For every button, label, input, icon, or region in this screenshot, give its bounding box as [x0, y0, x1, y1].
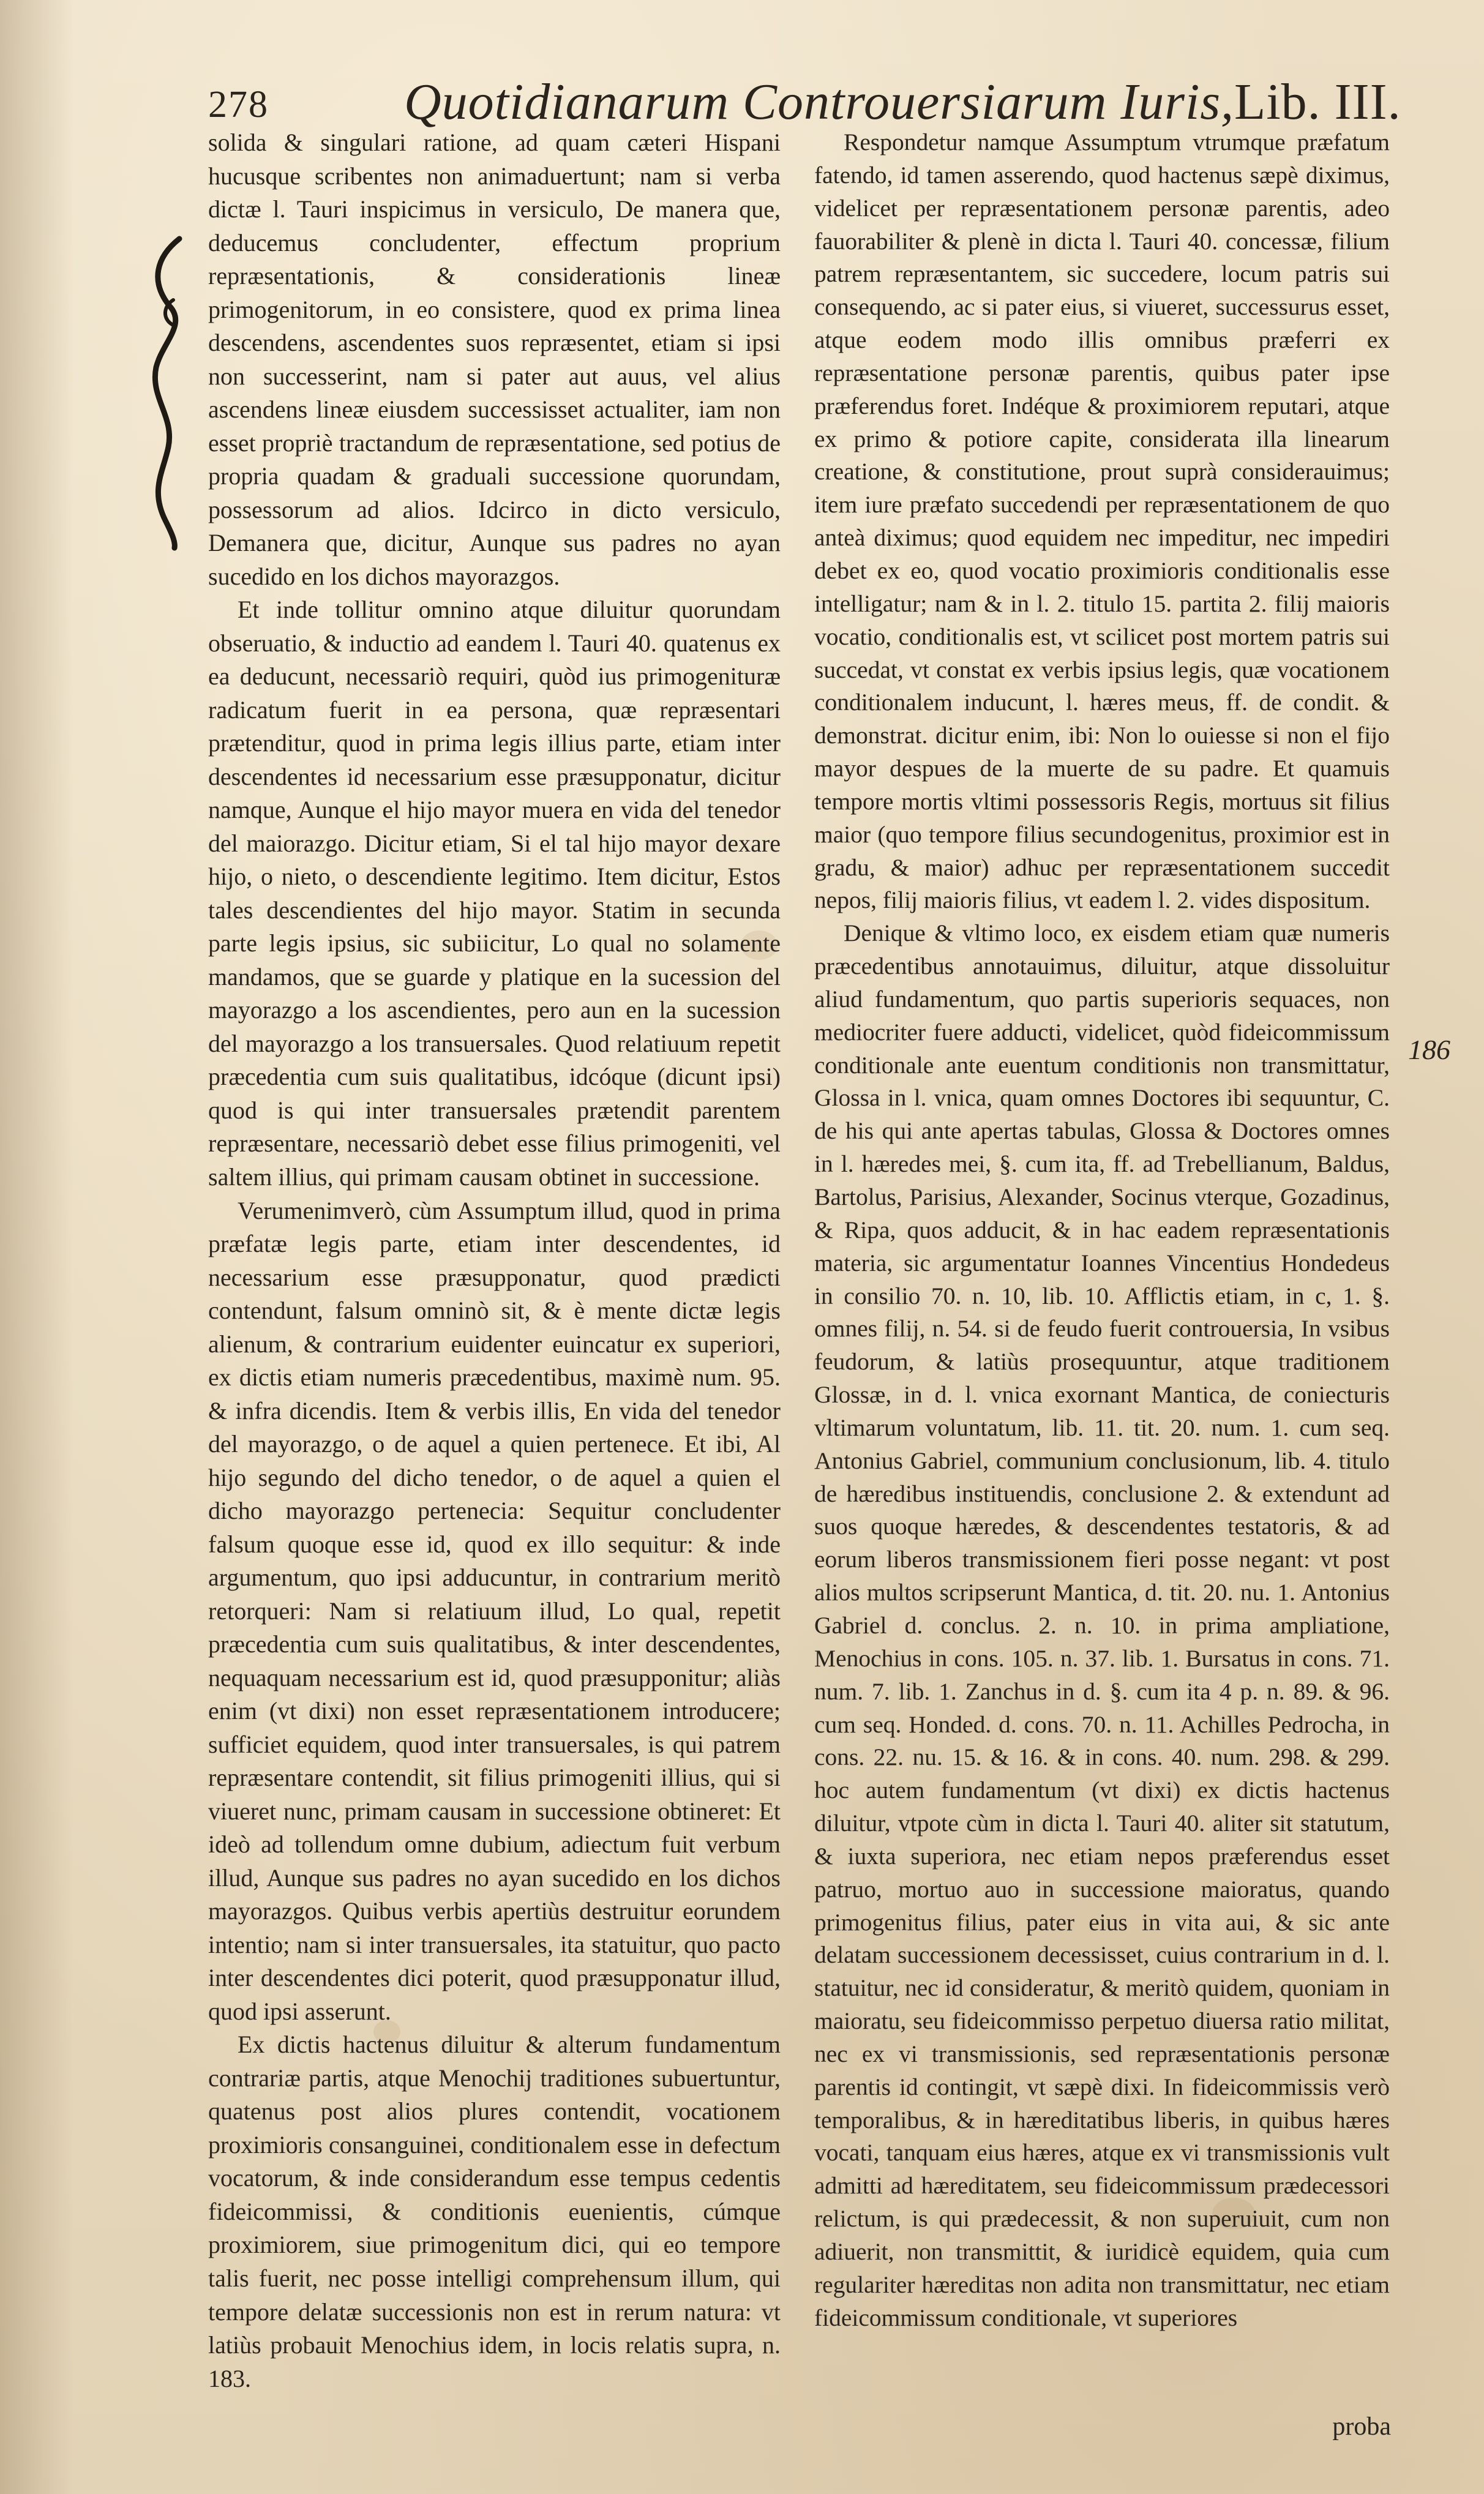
- paragraph: Respondetur namque Assumptum vtrumque præfatum fatendo, id tamen asserendo, quod hactenus sæpè diximus, videlicet per repræsentationem personæ parentis, adeo fauorabiliter & plenè in dicta l. Tauri 40. concessæ, filium patrem repræsentantem, sic succedere, locum patris sui consequendo, ac si pater eius, si viueret, successurus esset, atque eodem modo illis omnibus præferri ex repræsentatione personæ parentis, quibus pater ipse præferendus foret. Indéque & proximiorem reputari, atque ex primo & potiore capite, considerata illa linearum creatione, & constitutione, prout suprà considerauimus; item iure præfato succedendi per repræsentationem de quo anteà diximus; quod equidem nec impeditur, nec impediri debet ex eo, quod vocatio proximioris conditionalis esse intelligatur; nam & in l. 2. titulo 15. partita 2. filij maioris vocatio, conditionalis est, vt scilicet post mortem patris sui succedat, vt constat ex verbis ipsius legis, quæ vocationem conditionalem inducunt, l. hæres meus, ff. de condit. & demonstrat. dicitur enim, ibi: Non lo ouiesse si non el fijo mayor despues de la muerte de su padre. Et quamuis tempore mortis vltimi possessoris Regis, mortuus sit filius maior (quo tempore filius secundogenitus, proximior est in gradu, & maior) adhuc per repræsentationem succedit nepos, filij maioris filius, vt eadem l. 2. vides dispositum.: [814, 129, 1390, 914]
- right-column: [814, 126, 1390, 2335]
- paragraph: Et inde tollitur omnino atque diluitur quorundam obseruatio, & inductio ad eandem l. Tauri 40. quatenus ex ea deducunt, necessariò requiri, quòd ius primogenituræ radicatum fuerit in ea persona, quæ repræsentari prætenditur, quod in prima legis illius parte, etiam inter descendentes id necessarium esse præsupponatur, dicitur namque, Aunque el hijo mayor muera en vida del tenedor del maiorazgo. Dicitur etiam, Si el tal hijo mayor dexare hijo, o nieto, o descendiente legitimo. Item dicitur, Estos tales descendientes del hijo mayor. Statim in secunda parte legis ipsius, sic subiicitur, Lo qual no solamente mandamos, que se guarde y platique en la sucession del mayorazgo a los ascendientes, pero aun en la sucession del mayorazgo a los transuersales. Quod relatiuum repetit præcedentia cum suis qualitatibus, idcóque (dicunt ipsi) quod is qui inter transuersales prætendit parentem repræsentare, necessariò debet esse filius primogeniti, vel saltem illius, qui primam causam obtinet in successione.: [208, 596, 781, 1191]
- paragraph: solida & singulari ratione, ad quam cæteri Hispani hucusque scribentes non animaduertunt; nam si verba dictæ l. Tauri inspicimus in versiculo, De manera que, deducemus concludenter, effectum proprium repræsentationis, & considerationis lineæ primogenitorum, in eo consistere, quod ex prima linea descendens, ascendentes suos repræsentet, etiam si ipsi non successerint, nam si pater aut auus, vel alius ascendens lineæ eiusdem successisset actualiter, iam non esset propriè tractandum de repræsentatione, sed potius de propria quadam & graduali successione quorundam, possessorum ad alios. Idcirco in dicto versiculo, Demanera que, dicitur, Aunque sus padres no ayan sucedido en los dichos mayorazgos.: [208, 129, 781, 590]
- margin-section-number: 186: [1408, 1034, 1450, 1065]
- spine-shadow: [0, 0, 73, 2494]
- book-number: Lib. III.: [1234, 73, 1401, 130]
- paragraph: Ex dictis hactenus diluitur & alterum fundamentum contrariæ partis, atque Menochij traditiones subuertuntur, quatenus post alios plures contendit, vocationem proximioris consanguinei, conditionalem esse in defectum vocatorum, & inde considerandum esse tempus cedentis fideicommissi, & conditionis euenientis, cúmque proximiorem, siue primogenitum dici, qui eo tempore talis fuerit, nec posse intelligi comprehensum illum, qui tempore delatæ successionis non est in rerum natura: vt latiùs probauit Menochius idem, in locis relatis supra, n. 183.: [208, 2031, 781, 2392]
- paragraph: Denique & vltimo loco, ex eisdem etiam quæ numeris præcedentibus annotauimus, diluitur, atque dissoluitur aliud fundamentum, quo partis superioris sequaces, non mediocriter fuere adducti, videlicet, quòd fideicommissum conditionale ante euentum conditionis non transmittatur, Glossa in l. vnica, quam omnes Doctores ibi sequuntur, C. de his qui ante apertas tabulas, Glossa & Doctores omnes in l. hæredes mei, §. cum ita, ff. ad Trebellianum, Baldus, Bartolus, Parisius, Alexander, Socinus vterque, Gozadinus, & Ripa, quos adducit, & in hac eadem repræsentationis materia, sic argumentatur Ioannes Vincentius Hondedeus in consilio 70. n. 10, lib. 10. Afflictis etiam, in c, 1. §. omnes filij, n. 54. si de feudo fuerit controuersia, In vsibus feudorum, & latiùs prosequuntur, atque traditionem Glossæ, in d. l. vnica exornant Mantica, de coniecturis vltimarum voluntatum, lib. 11. tit. 20. num. 1. cum seq. Antonius Gabriel, communium conclusionum, lib. 4. titulo de hæredibus instituendis, conclusione 2. & extendunt ad suos quoque hæredes, & descendentes testatoris, & ad eorum liberos transmissionem fieri posse negant: vt post alios multos scripserunt Mantica, d. tit. 20. nu. 1. Antonius Gabriel d. conclus. 2. n. 10. in prima ampliatione, Menochius in cons. 105. n. 37. lib. 1. Bursatus in cons. 71. num. 7. lib. 1. Zanchus in d. §. cum ita 4 p. n. 89. & 96. cum seq. Honded. d. cons. 70. n. 11. Achilles Pedrocha, in cons. 22. nu. 15. & 16. & in cons. 40. num. 298. & 299. hoc autem fundamentum (vt dixi) ex dictis hactenus diluitur, vtpote cùm in dicta l. Tauri 40. aliter sit statutum, & iuxta superiora, nec etiam nepos præferendus esset patruo, mortuo auo in successione maioratus, quando primogenitus filius, pater eius in vita aui, & sic ante delatam successionem decessisset, cuius contrarium in d. l. statuitur, nec id consideratur, & meritò quidem, quoniam in maioratu, seu fideicommisso perpetuo diuersa ratio militat, nec ex vi transmissionis, sed repræsentationis personæ parentis id contingit, vt sæpè dixi. In fideicommissis verò temporalibus, & in hæreditatibus liberis, in quibus hæres vocati, tanquam eius hæres, atque ex vi transmissionis vult admitti ad hæreditatem, seu fideicommissum prædecessori relictum, is qui prædecessit, & non superuiuit, cum non adiuerit, non transmittit, & iuridicè equidem, quia cum regulariter hæreditas non adita non transmittatur, nec etiam fideicommissum conditionale, vt superiores: [814, 919, 1390, 2331]
- page-number: 278: [208, 84, 269, 125]
- catchword: proba: [1332, 2413, 1391, 2441]
- paragraph: Verumenimverò, cùm Assumptum illud, quod in prima præfatæ legis parte, etiam inter descendentes, id necessarium esse præsupponatur, quod prædicti contendunt, falsum omninò sit, & è mente dictæ legis alienum, & contrarium euidenter euincatur ex superiori, ex dictis etiam numeris præcedentibus, maximè num. 95. & infra dicendis. Item & verbis illis, En vida del tenedor del mayorazgo, o de aquel a quien pertenece. Et ibi, Al hijo segundo del dicho tenedor, o de aquel a quien el dicho mayorazgo pertenecia: Sequitur concludenter falsum quoque esse id, quod ex illo sequitur: & inde argumentum, quo ipsi adducuntur, in contrarium meritò retorqueri: Nam si relatiuum illud, Lo qual, repetit præcedentia cum suis qualitatibus, & inter descendentes, nequaquam necessarium est id, quod præsupponitur; aliàs enim (vt dixi) non esset repræsentationem introducere; sufficiet equidem, quod inter transuersales, is qui patrem repræsentare contendit, sit filius primogeniti illius, qui si viueret nunc, primam causam in successione obtineret: Et ideò ad tollendum omne dubium, adiectum fuit verbum illud, Aunque sus padres no ayan sucedido en los dichos mayorazgos. Quibus verbis apertiùs destruitur eorundem intentio; nam si inter transuersales, ita statuitur, quo pacto inter descendentes dici poterit, quod præsupponatur illud, quod ipsi asserunt.: [208, 1196, 781, 2025]
- left-column: [208, 126, 781, 2395]
- running-title: [404, 72, 1401, 132]
- running-title-text: Quotidianarum Controuersiarum Iuris,: [404, 73, 1235, 130]
- handwritten-bracket-mark: [132, 233, 199, 551]
